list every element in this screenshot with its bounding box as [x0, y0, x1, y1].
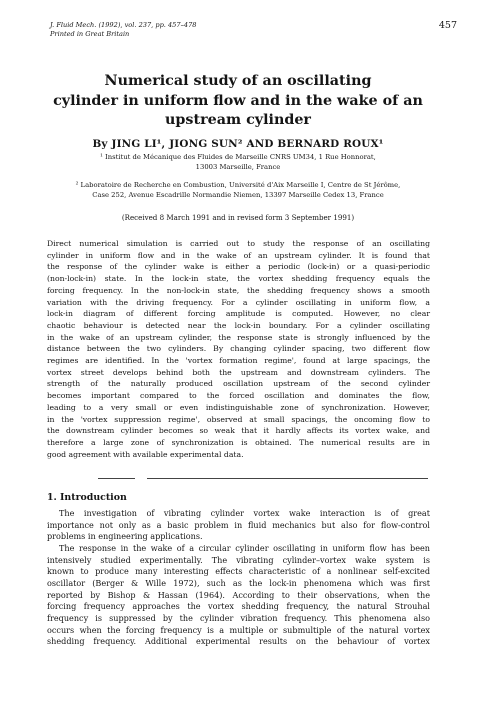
affiliation-1-line-2: 13003 Marseille, France: [195, 162, 281, 171]
paper-title: [40, 72, 436, 131]
body-line: occurs when the forcing frequency is a multiple or submultiple of the natural vortex: [47, 624, 430, 635]
abstract-line: therefore a large zone of synchronization is obtained. The numerical results are in: [47, 437, 430, 447]
printed-in: Printed in Great Britain: [50, 30, 130, 38]
body-line: problems in engineering applications.: [47, 531, 203, 542]
abstract-line: (non-lock-in) state. In the lock-in state, the vortex shedding frequency equals the: [47, 274, 430, 284]
section-divider: [98, 478, 428, 479]
affiliation-1-line-1: ¹ Institut de Mécanique des Fluides de Marseille CNRS UM34, 1 Rue Honnorat,: [100, 153, 376, 161]
body-line: The response in the wake of a circular cylinder oscillating in uniform flow has been: [59, 542, 430, 553]
body-line: The investigation of vibrating cylinder vortex wake interaction is of great: [59, 508, 430, 518]
body-line: known to produce many interesting effects characteristic of a nonlinear self-excited: [47, 566, 430, 577]
abstract-line: cylinder in uniform flow and in the wake of an upstream cylinder. It is found that: [47, 250, 430, 260]
journal-citation: J. Fluid Mech. (1992), vol. 237, pp. 457–478: [50, 21, 197, 29]
body-line: importance not only as a basic problem in fluid mechanics but also for flow-control: [47, 519, 430, 530]
abstract-line: the downstream cylinder becomes so weak that it hardly affects its vortex wake, and: [47, 426, 430, 436]
abstract-line: becomes important compared to the forced oscillation and dominates the flow,: [47, 391, 430, 401]
body-line: frequency is suppressed by the cylinder vibration frequency. This phenomena also: [47, 612, 430, 623]
affiliation-2-line-1: ² Laboratoire de Recherche en Combustion, Université d'Aix Marseille I, Centre de St Jérôme,: [75, 181, 401, 189]
section-divider-gap: [135, 476, 147, 480]
body-line: intensively studied experimentally. The vibrating cylinder–vortex wake system is: [47, 554, 430, 565]
body-line: shedding frequency. Additional experimental results on the behaviour of vortex: [47, 636, 430, 647]
affiliation-2: [40, 181, 436, 201]
abstract-line: the response of the cylinder wake is either a periodic (lock-in) or a quasi-periodic: [47, 262, 430, 272]
abstract-line: strength of the naturally produced oscillation upstream of the second cylinder: [47, 379, 430, 389]
abstract-line: Direct numerical simulation is carried out to study the response of an oscillating: [47, 239, 430, 248]
abstract-line: lock-in diagram of different forcing amplitude is computed. However, no clear: [47, 309, 430, 319]
body-line: reported by Bishop & Hassan (1964). According to their observations, when the: [47, 589, 430, 600]
abstract-line: variation with the driving frequency. For a cylinder oscillating in uniform flow, a: [47, 297, 430, 307]
running-head: [50, 21, 196, 39]
affiliation-1: [40, 153, 436, 173]
abstract-line: in the wake of an upstream cylinder, the response state is strongly influenced by the: [47, 332, 430, 342]
abstract-line: chaotic behaviour is detected near the lock-in boundary. For a cylinder oscillating: [47, 320, 430, 330]
body-line: oscillator (Berger & Wille 1972), such as the lock-in phenomena which was first: [47, 577, 430, 588]
title-line-2: cylinder in uniform flow and in the wake of an: [53, 92, 423, 109]
introduction-body: [47, 508, 430, 648]
title-line-1: Numerical study of an oscillating: [104, 73, 372, 89]
abstract-line: forcing frequency. In the non-lock-in state, the shedding frequency shows a smooth: [47, 285, 430, 295]
abstract-line: in the 'vortex suppression regime', observed at small spacings, the oncoming flow to: [47, 414, 430, 424]
title-line-3: upstream cylinder: [165, 112, 311, 128]
author-list: By JING LI¹, JIONG SUN² AND BERNARD ROUX¹: [92, 138, 384, 150]
section-heading: 1. Introduction: [47, 492, 127, 503]
abstract-line: vortex street develops behind both the upstream and downstream cylinders. The: [47, 367, 430, 377]
abstract-line: good agreement with available experimental data.: [47, 449, 244, 459]
page-number: 457: [438, 20, 457, 31]
received-dates: (Received 8 March 1991 and in revised form 3 September 1991): [121, 213, 355, 222]
abstract-line: regimes are identified. In the 'vortex formation regime', found at large spacings, the: [47, 356, 430, 366]
abstract-line: leading to a very small or even indistinguishable zone of synchronization. However,: [47, 402, 430, 412]
abstract: [47, 238, 430, 460]
abstract-line: distance between the two cylinders. By changing cylinder spacing, two different flow: [47, 344, 430, 354]
body-line: forcing frequency approaches the vortex shedding frequency, the natural Strouhal: [47, 601, 430, 612]
affiliation-2-line-2: Case 252, Avenue Escadrille Normandie Niemen, 13397 Marseille Cedex 13, France: [92, 190, 384, 199]
